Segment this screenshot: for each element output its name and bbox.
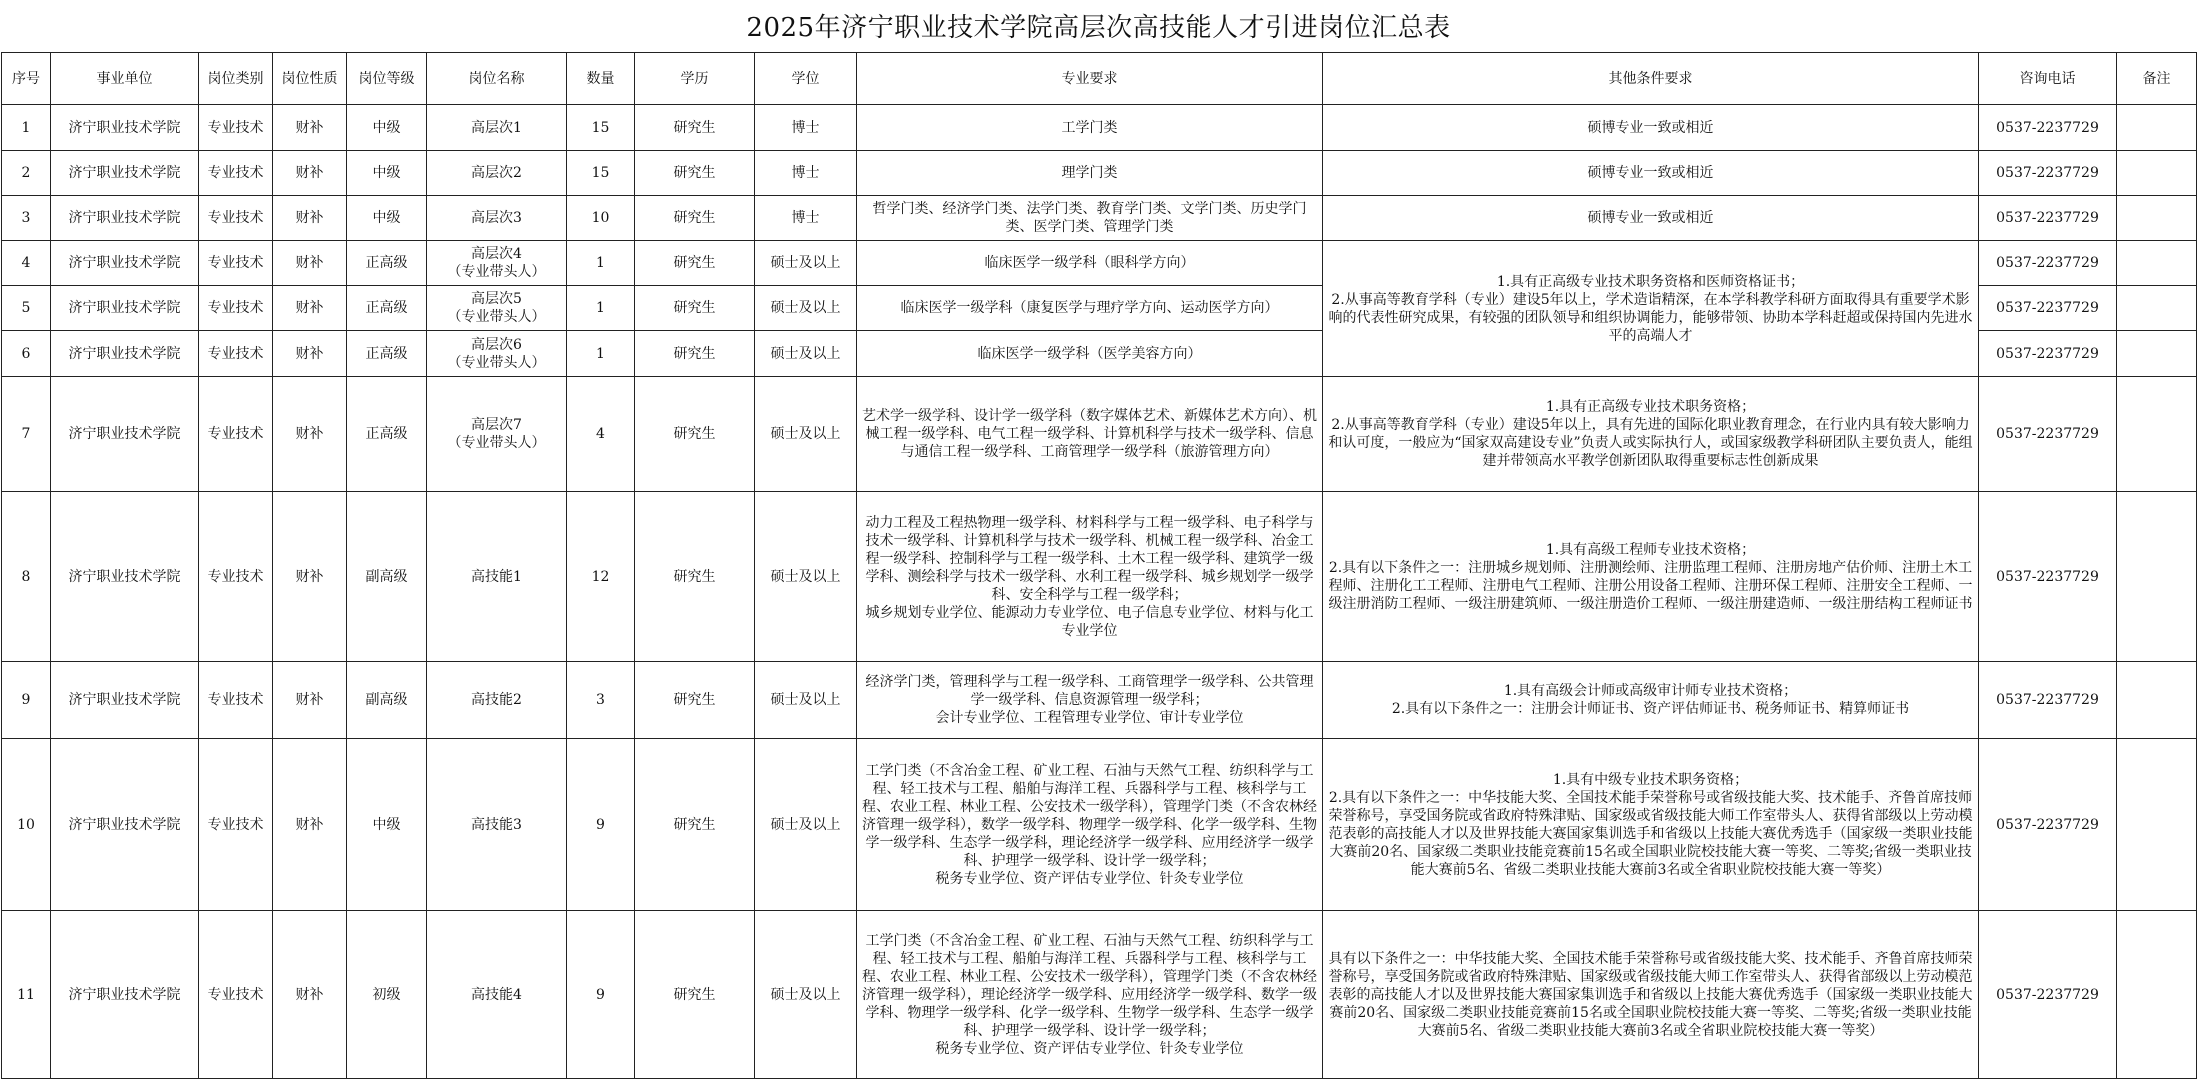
- cell-count: 3: [567, 662, 635, 739]
- cell-unit: 济宁职业技术学院: [51, 911, 199, 1079]
- cell-note: [2117, 331, 2197, 377]
- cell-major: [857, 739, 1323, 911]
- cell-other: 硕博专业一致或相近: [1323, 151, 1979, 196]
- table-row: [2, 911, 2197, 1079]
- cell-unit: 济宁职业技术学院: [51, 662, 199, 739]
- cell-note: [2117, 105, 2197, 151]
- cell-count: 15: [567, 105, 635, 151]
- name-main: 高层次5: [471, 291, 522, 307]
- cell-education: 研究生: [635, 662, 755, 739]
- cell-major: 哲学门类、经济学门类、法学门类、教育学门类、文学门类、历史学门类、医学门类、管理学门类: [857, 196, 1323, 241]
- cell-count: 1: [567, 286, 635, 331]
- cell-nature: 财补: [273, 286, 347, 331]
- cell-major: 临床医学一级学科（康复医学与理疗学方向、运动医学方向）: [857, 286, 1323, 331]
- header-degree: 学位: [755, 53, 857, 105]
- cell-level: 中级: [347, 151, 427, 196]
- name-main: 高层次7: [471, 417, 522, 433]
- other-line: 2.具有以下条件之一：注册会计师证书、资产评估师证书、税务师证书、精算师证书: [1391, 701, 1910, 717]
- major-line: 会计专业学位、工程管理专业学位、审计专业学位: [935, 710, 1244, 726]
- cell-nature: 财补: [273, 911, 347, 1079]
- cell-count: 9: [567, 911, 635, 1079]
- cell-nature: 财补: [273, 151, 347, 196]
- cell-phone: 0537-2237729: [1979, 105, 2117, 151]
- cell-category: 专业技术: [199, 241, 273, 286]
- cell-phone: 0537-2237729: [1979, 492, 2117, 662]
- cell-phone: 0537-2237729: [1979, 196, 2117, 241]
- header-major: 专业要求: [857, 53, 1323, 105]
- cell-nature: 财补: [273, 739, 347, 911]
- table-row: [2, 739, 2197, 911]
- cell-phone: 0537-2237729: [1979, 286, 2117, 331]
- cell-degree: 博士: [755, 105, 857, 151]
- cell-count: 9: [567, 739, 635, 911]
- cell-phone: 0537-2237729: [1979, 662, 2117, 739]
- cell-name: 高层次3: [427, 196, 567, 241]
- cell-count: 1: [567, 241, 635, 286]
- header-seq: 序号: [2, 53, 51, 105]
- cell-nature: 财补: [273, 662, 347, 739]
- cell-degree: 硕士及以上: [755, 662, 857, 739]
- header-nature: 岗位性质: [273, 53, 347, 105]
- cell-degree: 博士: [755, 196, 857, 241]
- cell-major: 艺术学一级学科、设计学一级学科（数字媒体艺术、新媒体艺术方向）、机械工程一级学科、电气工程一级学科、计算机科学与技术一级学科、信息与通信工程一级学科、工商管理学一级学科（旅游管理方向）: [857, 377, 1323, 492]
- major-line: 税务专业学位、资产评估专业学位、针灸专业学位: [935, 870, 1244, 887]
- cell-seq: 3: [2, 196, 51, 241]
- cell-phone: 0537-2237729: [1979, 911, 2117, 1079]
- cell-unit: 济宁职业技术学院: [51, 286, 199, 331]
- cell-seq: 10: [2, 739, 51, 911]
- header-name: 岗位名称: [427, 53, 567, 105]
- header-unit: 事业单位: [51, 53, 199, 105]
- cell-category: 专业技术: [199, 105, 273, 151]
- other-line: 1.具有高级工程师专业技术资格；: [1545, 541, 1756, 558]
- table-row: [2, 151, 2197, 196]
- cell-level: 正高级: [347, 377, 427, 492]
- cell-phone: 0537-2237729: [1979, 151, 2117, 196]
- cell-level: 中级: [347, 105, 427, 151]
- name-main: 高层次6: [471, 336, 522, 353]
- cell-unit: 济宁职业技术学院: [51, 492, 199, 662]
- header-phone: 咨询电话: [1979, 53, 2117, 105]
- cell-name: [427, 331, 567, 377]
- cell-level: 副高级: [347, 492, 427, 662]
- cell-nature: 财补: [273, 331, 347, 377]
- cell-nature: 财补: [273, 196, 347, 241]
- cell-name: 高技能3: [427, 739, 567, 911]
- cell-level: 正高级: [347, 286, 427, 331]
- cell-count: 4: [567, 377, 635, 492]
- other-line: 1.具有中级专业技术职务资格；: [1552, 771, 1749, 788]
- cell-phone: 0537-2237729: [1979, 241, 2117, 286]
- cell-degree: 博士: [755, 151, 857, 196]
- header-other: 其他条件要求: [1323, 53, 1979, 105]
- cell-count: 1: [567, 331, 635, 377]
- cell-name: 高层次1: [427, 105, 567, 151]
- cell-unit: 济宁职业技术学院: [51, 331, 199, 377]
- name-sub: （专业带头人）: [447, 264, 546, 280]
- header-row: [2, 53, 2197, 105]
- other-line: 1.具有高级会计师或高级审计师专业技术资格；: [1503, 683, 1798, 699]
- other-line: 2.具有以下条件之一：中华技能大奖、全国技术能手荣誉称号或省级技能大奖、技术能手、齐鲁首席技师荣誉称号，享受国务院或省政府特殊津贴、国家级或省级技能大师工作室带头人、获得省部级以上劳动模范表彰的高技能人才以及世界技能大赛国家集训选手和省级以上技能大赛优秀选手（国家级一类职业技能大赛前20名、国家级二类职业技能竞赛前15名或全国职业院校技能大赛一等奖、二等奖;省级一类职业技能大赛前5名、省级二类职业技能大赛前3名或全省职业院校技能大赛一等奖）: [1328, 789, 1973, 878]
- cell-degree: 硕士及以上: [755, 377, 857, 492]
- table-row: [2, 241, 2197, 286]
- cell-name: 高技能1: [427, 492, 567, 662]
- header-count: 数量: [567, 53, 635, 105]
- header-category: 岗位类别: [199, 53, 273, 105]
- major-line: 税务专业学位、资产评估专业学位、针灸专业学位: [935, 1040, 1244, 1057]
- cell-seq: 2: [2, 151, 51, 196]
- cell-other: [1323, 739, 1979, 911]
- cell-unit: 济宁职业技术学院: [51, 105, 199, 151]
- cell-education: 研究生: [635, 105, 755, 151]
- cell-count: 15: [567, 151, 635, 196]
- cell-nature: 财补: [273, 105, 347, 151]
- cell-phone: 0537-2237729: [1979, 377, 2117, 492]
- other-line: 1.具有正高级专业技术职务资格和医师资格证书；: [1496, 273, 1805, 290]
- name-sub: （专业带头人）: [447, 354, 546, 371]
- header-level: 岗位等级: [347, 53, 427, 105]
- cell-degree: 硕士及以上: [755, 331, 857, 377]
- table-row: [2, 492, 2197, 662]
- cell-other: 具有以下条件之一：中华技能大奖、全国技术能手荣誉称号或省级技能大奖、技术能手、齐鲁首席技师荣誉称号，享受国务院或省政府特殊津贴、国家级或省级技能大师工作室带头人、获得省部级以上劳动模范表彰的高技能人才以及世界技能大赛国家集训选手和省级以上技能大赛优秀选手（国家级一类职业技能大赛前20名、国家级二类职业技能竞赛前15名或全国职业院校技能大赛一等奖、二等奖;省级一类职业技能大赛前5名、省级二类职业技能大赛前3名或全省职业院校技能大赛一等奖）: [1323, 911, 1979, 1079]
- other-line: 1.具有正高级专业技术职务资格；: [1545, 399, 1756, 415]
- cell-note: [2117, 492, 2197, 662]
- cell-note: [2117, 377, 2197, 492]
- cell-count: 12: [567, 492, 635, 662]
- cell-level: 中级: [347, 739, 427, 911]
- cell-level: 中级: [347, 196, 427, 241]
- cell-major: [857, 662, 1323, 739]
- cell-other: [1323, 377, 1979, 492]
- cell-note: [2117, 739, 2197, 911]
- major-line: 城乡规划专业学位、能源动力专业学位、电子信息专业学位、材料与化工专业学位: [865, 604, 1314, 639]
- cell-education: 研究生: [635, 151, 755, 196]
- name-sub: （专业带头人）: [447, 309, 546, 325]
- cell-education: 研究生: [635, 911, 755, 1079]
- major-line: 工学门类（不含冶金工程、矿业工程、石油与天然气工程、纺织科学与工程、轻工技术与工程、船舶与海洋工程、兵器科学与工程、核科学与工程、农业工程、林业工程、公安技术一级学科），管理学门类（不含农林经济管理一级学科），理论经济学一级学科、应用经济学一级学科、数学一级学科、物理学一级学科、化学一级学科、生物学一级学科、生态学一级学科、护理学一级学科、设计学一级学科；: [862, 932, 1317, 1039]
- cell-category: 专业技术: [199, 911, 273, 1079]
- cell-phone: 0537-2237729: [1979, 739, 2117, 911]
- cell-phone: 0537-2237729: [1979, 331, 2117, 377]
- cell-degree: 硕士及以上: [755, 739, 857, 911]
- cell-education: 研究生: [635, 377, 755, 492]
- cell-major: 临床医学一级学科（眼科学方向）: [857, 241, 1323, 286]
- cell-degree: 硕士及以上: [755, 241, 857, 286]
- cell-seq: 7: [2, 377, 51, 492]
- cell-name: [427, 377, 567, 492]
- cell-level: 副高级: [347, 662, 427, 739]
- cell-note: [2117, 196, 2197, 241]
- cell-major: [857, 492, 1323, 662]
- cell-seq: 11: [2, 911, 51, 1079]
- cell-education: 研究生: [635, 196, 755, 241]
- cell-note: [2117, 662, 2197, 739]
- table-row: [2, 662, 2197, 739]
- cell-education: 研究生: [635, 492, 755, 662]
- name-main: 高层次4: [471, 246, 522, 262]
- cell-other: 硕博专业一致或相近: [1323, 105, 1979, 151]
- cell-name: 高技能4: [427, 911, 567, 1079]
- cell-name: [427, 286, 567, 331]
- name-sub: （专业带头人）: [447, 435, 546, 451]
- cell-category: 专业技术: [199, 151, 273, 196]
- cell-unit: 济宁职业技术学院: [51, 739, 199, 911]
- cell-major: 理学门类: [857, 151, 1323, 196]
- cell-education: 研究生: [635, 739, 755, 911]
- cell-level: 正高级: [347, 331, 427, 377]
- cell-seq: 9: [2, 662, 51, 739]
- major-line: 工学门类（不含冶金工程、矿业工程、石油与天然气工程、纺织科学与工程、轻工技术与工程、船舶与海洋工程、兵器科学与工程、核科学与工程、农业工程、林业工程、公安技术一级学科），管理学门类（不含农林经济管理一级学科），数学一级学科、物理学一级学科、化学一级学科、生物学一级学科、生态学一级学科，理论经济学一级学科、应用经济学一级学科、护理学一级学科、设计学一级学科；: [862, 762, 1317, 869]
- table-row: [2, 377, 2197, 492]
- cell-nature: 财补: [273, 241, 347, 286]
- cell-other: [1323, 492, 1979, 662]
- cell-degree: 硕士及以上: [755, 911, 857, 1079]
- cell-other-merged: [1323, 241, 1979, 377]
- cell-name: 高技能2: [427, 662, 567, 739]
- cell-seq: 1: [2, 105, 51, 151]
- cell-major: 工学门类: [857, 105, 1323, 151]
- cell-nature: 财补: [273, 377, 347, 492]
- cell-note: [2117, 911, 2197, 1079]
- recruitment-table: [1, 52, 2197, 1079]
- header-education: 学历: [635, 53, 755, 105]
- cell-category: 专业技术: [199, 492, 273, 662]
- cell-name: 高层次2: [427, 151, 567, 196]
- page-title: 2025年济宁职业技术学院高层次高技能人才引进岗位汇总表: [746, 13, 1451, 43]
- cell-unit: 济宁职业技术学院: [51, 196, 199, 241]
- cell-note: [2117, 151, 2197, 196]
- other-line: 2.具有以下条件之一：注册城乡规划师、注册测绘师、注册监理工程师、注册房地产估价师、注册土木工程师、注册化工工程师、注册电气工程师、注册公用设备工程师、注册环保工程师、注册安全工程师、一级注册消防工程师、一级注册建筑师、一级注册造价工程师、一级注册建造师、一级注册结构工程师证书: [1328, 559, 1973, 612]
- cell-seq: 4: [2, 241, 51, 286]
- cell-major: [857, 911, 1323, 1079]
- cell-note: [2117, 286, 2197, 331]
- cell-education: 研究生: [635, 286, 755, 331]
- cell-education: 研究生: [635, 241, 755, 286]
- cell-name: [427, 241, 567, 286]
- cell-unit: 济宁职业技术学院: [51, 241, 199, 286]
- cell-category: 专业技术: [199, 331, 273, 377]
- cell-major: 临床医学一级学科（医学美容方向）: [857, 331, 1323, 377]
- cell-category: 专业技术: [199, 196, 273, 241]
- cell-category: 专业技术: [199, 377, 273, 492]
- cell-category: 专业技术: [199, 286, 273, 331]
- table-row: [2, 105, 2197, 151]
- cell-unit: 济宁职业技术学院: [51, 377, 199, 492]
- major-line: 动力工程及工程热物理一级学科、材料科学与工程一级学科、电子科学与技术一级学科、计算机科学与技术一级学科、机械工程一级学科、冶金工程一级学科、控制科学与工程一级学科、土木工程一级学科、建筑学一级学科、测绘科学与技术一级学科、水利工程一级学科、城乡规划学一级学科、安全科学与工程一级学科；: [865, 514, 1314, 603]
- cell-nature: 财补: [273, 492, 347, 662]
- table-row: [2, 196, 2197, 241]
- cell-category: 专业技术: [199, 739, 273, 911]
- cell-seq: 6: [2, 331, 51, 377]
- major-line: 经济学门类，管理科学与工程一级学科、工商管理学一级学科、公共管理学一级学科、信息资源管理一级学科；: [865, 674, 1314, 708]
- other-line: 2.从事高等教育学科（专业）建设5年以上，具有先进的国际化职业教育理念，在行业内具有较大影响力和认可度，一般应为“国家双高建设专业”负责人或实际执行人，或国家级教学科研团队主要负责人，能组建并带领高水平教学创新团队取得重要标志性创新成果: [1328, 417, 1973, 469]
- other-line: 2.从事高等教育学科（专业）建设5年以上，学术造诣精深，在本学科教学科研方面取得具有重要学术影响的代表性研究成果，有较强的团队领导和组织协调能力，能够带领、协助本学科赶超或保持国内先进水平的高端人才: [1328, 291, 1973, 344]
- cell-category: 专业技术: [199, 662, 273, 739]
- cell-seq: 5: [2, 286, 51, 331]
- cell-education: 研究生: [635, 331, 755, 377]
- cell-degree: 硕士及以上: [755, 286, 857, 331]
- cell-other: 硕博专业一致或相近: [1323, 196, 1979, 241]
- header-note: 备注: [2117, 53, 2197, 105]
- cell-level: 初级: [347, 911, 427, 1079]
- cell-count: 10: [567, 196, 635, 241]
- cell-note: [2117, 241, 2197, 286]
- cell-degree: 硕士及以上: [755, 492, 857, 662]
- cell-level: 正高级: [347, 241, 427, 286]
- cell-seq: 8: [2, 492, 51, 662]
- cell-other: [1323, 662, 1979, 739]
- cell-unit: 济宁职业技术学院: [51, 151, 199, 196]
